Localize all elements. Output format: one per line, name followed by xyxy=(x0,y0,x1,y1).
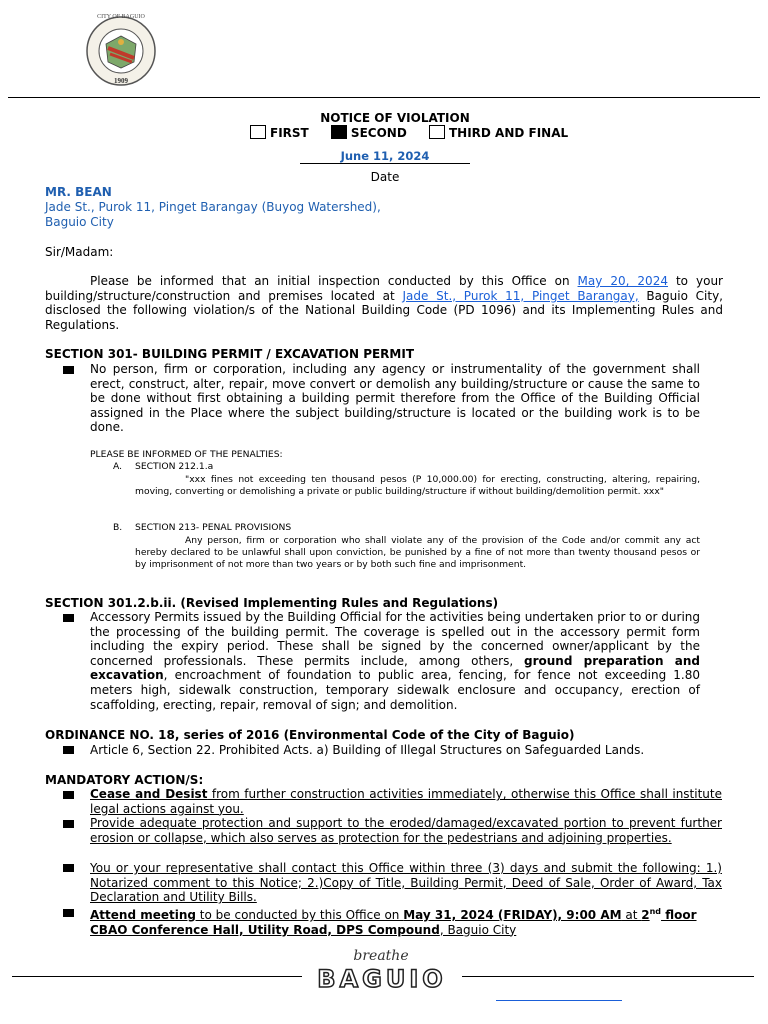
item1-rest: from further construction activities immediately, otherwise this Office shall institute legal actions against you. xyxy=(90,787,722,816)
mandatory-heading: MANDATORY ACTION/S: xyxy=(45,773,204,787)
option-third-label: THIRD AND FINAL xyxy=(448,126,569,140)
checkbox-second[interactable] xyxy=(331,125,347,139)
date-value: June 11, 2024 xyxy=(340,149,430,163)
date-label: Date xyxy=(370,170,400,184)
salutation: Sir/Madam: xyxy=(45,245,114,259)
floor-suffix: nd xyxy=(649,907,662,916)
bullet-icon xyxy=(63,614,74,622)
inspection-date-link[interactable]: May 20, 2024 xyxy=(577,274,668,288)
bullet-icon xyxy=(63,909,74,917)
floor-number: 2 xyxy=(641,908,650,922)
mandatory-item-1 xyxy=(90,787,722,816)
mandatory-item-4 xyxy=(90,905,730,937)
penalty-a-label: A. xyxy=(113,461,123,472)
checkbox-third-final[interactable] xyxy=(429,125,445,139)
footer-divider-right xyxy=(462,976,754,977)
penalty-b-text: Any person, firm or corporation who shall violate any of the provision of the Code and/or commit any act hereby declared to be unlawful shall upon conviction, be punished by a fine of not more than twenty thousand pesos or by imprisonment of not more than two years or by both such fine and imprisonment. xyxy=(135,535,700,570)
section-301-2-text xyxy=(90,610,700,712)
footer-link-line xyxy=(496,1000,622,1001)
bullet-icon xyxy=(63,820,74,828)
notice-level-options xyxy=(250,125,568,141)
mandatory-item-3: You or your representative shall contact this Office within three (3) days and submit the following: 1.) Notarized comment to this Notice; 2.)Copy of Title, Building Permit, Deed of Sale, Order of Award, Tax Declaration and Utility Bills. xyxy=(90,861,722,905)
penalty-b-title: SECTION 213- PENAL PROVISIONS xyxy=(135,522,292,533)
section-301-heading: SECTION 301- BUILDING PERMIT / EXCAVATION PERMIT xyxy=(45,347,415,361)
notice-title: NOTICE OF VIOLATION xyxy=(320,111,470,125)
recipient-address-line2: Baguio City xyxy=(45,215,114,229)
bullet-icon xyxy=(63,366,74,374)
seal-top-text: CITY OF BAGUIO xyxy=(97,14,145,20)
seal-year: 1909 xyxy=(114,77,128,85)
intro-part1: Please be informed that an initial inspection conducted by this Office on xyxy=(90,274,578,288)
penalty-b-label: B. xyxy=(113,522,123,533)
item4-end: , Baguio City xyxy=(439,922,517,937)
penalty-a-text: "xxx fines not exceeding ten thousand pesos (P 10,000.00) for erecting, constructing, altering, repairing, moving, converting or demolishing a private or public building/structure if without building/demolition permit. xxx" xyxy=(135,474,700,497)
bullet-icon xyxy=(63,746,74,754)
section-301-2-bold: ground preparation and excavation xyxy=(90,653,701,683)
ordinance-heading: ORDINANCE NO. 18, series of 2016 (Environmental Code of the City of Baguio) xyxy=(45,728,575,742)
date-underline xyxy=(300,163,470,164)
meeting-datetime: May 31, 2024 (FRIDAY), 9:00 AM xyxy=(403,908,622,922)
item4-at: at xyxy=(621,908,642,922)
section-301-text: No person, firm or corporation, including any agency or instrumentality of the government shall erect, construct, alter, repair, move convert or demolish any building/structure or cause the same to be done without first obtaining a building permit therefore from the Office of the Building Official assigned in the Place where the subject building/structure is located or the building work is to be done. xyxy=(90,362,700,435)
penalty-a-title: SECTION 212.1.a xyxy=(135,461,214,472)
attend-meeting-bold: Attend meeting xyxy=(90,908,196,922)
meeting-venue: floor CBAO Conference Hall, Utility Road, DPS Compound xyxy=(90,908,697,937)
option-first-label: FIRST xyxy=(270,126,309,140)
checkbox-first[interactable] xyxy=(250,125,266,139)
recipient-address-line1: Jade St., Purok 11, Pinget Barangay (Buyog Watershed), xyxy=(45,200,381,214)
section-301-2-part1: Accessory Permits issued by the Building Official for the activities being undertaken prior to or during the processing of the building permit. The coverage is spelled out in the accessory permit form including the expiry period. These shall be signed by the concerned owner/applicant by the concerned professionals. These permits include, among others, xyxy=(90,610,700,668)
intro-part2: to your building/structure/construction and premises located at xyxy=(45,274,723,303)
logo-word: BAGUIO xyxy=(317,965,447,993)
ordinance-text: Article 6, Section 22. Prohibited Acts. a) Building of Illegal Structures on Safeguarded Lands. xyxy=(90,743,645,757)
bullet-icon xyxy=(63,791,74,799)
item4-mid: to be conducted by this Office on xyxy=(195,908,404,922)
logo-script-text: breathe xyxy=(353,948,409,964)
cease-desist-bold: Cease and Desist xyxy=(90,787,208,801)
mandatory-item-2: Provide adequate protection and support to the eroded/damaged/excavated portion to prevent further erosion or collapse, which also serves as protection for the pedestrians and adjoining properties. xyxy=(90,816,722,845)
location-link[interactable]: Jade St., Purok 11, Pinget Barangay, xyxy=(402,288,639,303)
section-301-2-heading: SECTION 301.2.b.ii. (Revised Implementing Rules and Regulations) xyxy=(45,596,499,610)
header-divider xyxy=(8,97,760,98)
intro-part3: Baguio City, disclosed the following violation/s of the National Building Code (PD 1096) and its Implementing Rules and Regulations. xyxy=(45,288,723,332)
bullet-icon xyxy=(63,864,74,872)
option-second-label: SECOND xyxy=(350,126,407,140)
section-301-2-part2: , encroachment of foundation to public area, fencing, for fence not exceeding 1.80 meters high, sidewalk construction, temporary sidewalk enclosure and occupancy, erection of scaffolding, erecting, repair, removal of sign; and demolition. xyxy=(90,668,700,712)
breathe-baguio-logo xyxy=(303,948,461,998)
penalties-intro: PLEASE BE INFORMED OF THE PENALTIES: xyxy=(90,449,283,460)
intro-paragraph xyxy=(45,274,723,332)
footer-divider-left xyxy=(12,976,302,977)
recipient-name: MR. BEAN xyxy=(45,185,112,199)
